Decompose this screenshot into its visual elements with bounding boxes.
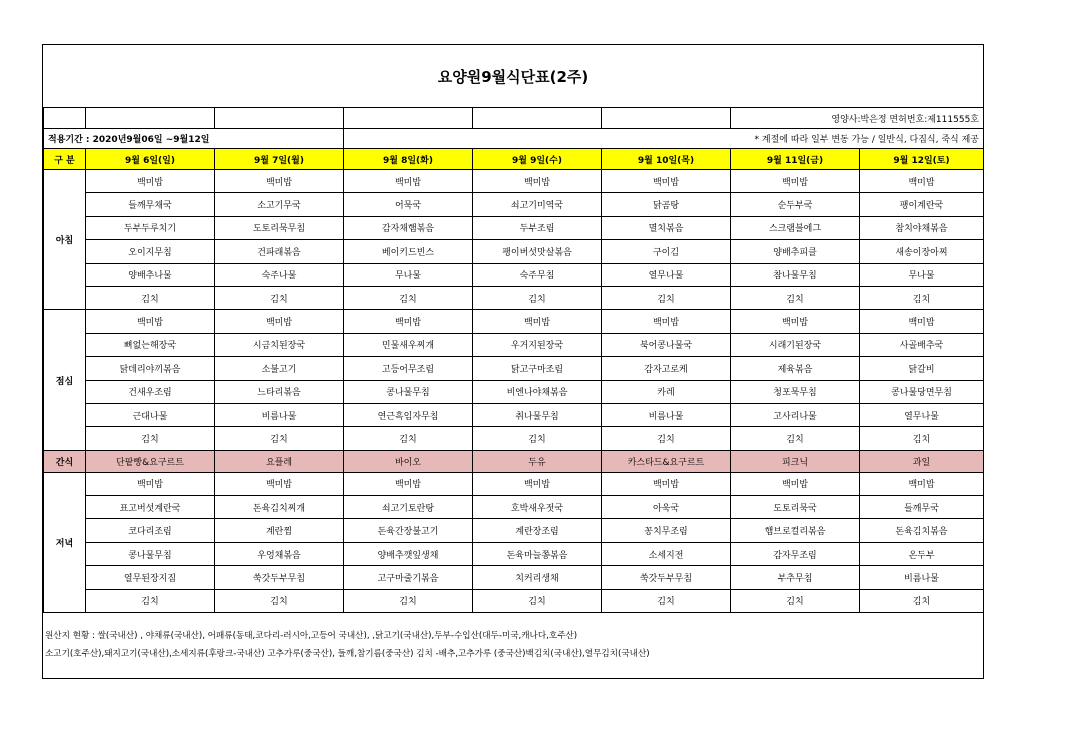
menu-item: 닭고구마조림 (473, 357, 602, 380)
snack-item: 바이오 (344, 450, 473, 472)
menu-item: 백미밥 (344, 170, 473, 193)
menu-item: 백미밥 (602, 170, 731, 193)
menu-item: 두부조림 (473, 216, 602, 239)
menu-item: 김치 (215, 286, 344, 309)
menu-item: 고등어무조림 (344, 357, 473, 380)
header-row (44, 149, 984, 170)
menu-item: 김치 (731, 427, 860, 450)
menu-item: 민물새우찌개 (344, 333, 473, 356)
menu-item: 고사리나물 (731, 403, 860, 426)
menu-item: 김치 (215, 427, 344, 450)
menu-item: 햄브로컬리볶음 (731, 519, 860, 542)
origin-info (43, 623, 983, 678)
menu-item: 근대나물 (86, 403, 215, 426)
menu-item: 들깨무채국 (86, 193, 215, 216)
menu-item: 열무된장지짐 (86, 566, 215, 589)
menu-item: 치커리생채 (473, 566, 602, 589)
menu-item: 연근흑임자무침 (344, 403, 473, 426)
lunch-row (44, 333, 984, 356)
menu-item: 북어콩나물국 (602, 333, 731, 356)
period-label: 적용기간 : 2020년9월06일 ~9월12일 (44, 129, 344, 149)
snack-item: 카스타드&요구르트 (602, 450, 731, 472)
menu-item: 백미밥 (473, 472, 602, 495)
menu-item: 참나물무침 (731, 263, 860, 286)
menu-item: 계란장조림 (473, 519, 602, 542)
menu-item: 백미밥 (344, 472, 473, 495)
menu-item: 건파래볶음 (215, 240, 344, 263)
menu-item: 감자무조림 (731, 542, 860, 565)
menu-item: 무나물 (860, 263, 984, 286)
lunch-row (44, 310, 984, 333)
menu-item: 우거지된장국 (473, 333, 602, 356)
menu-item: 표고버섯계란국 (86, 496, 215, 519)
menu-item: 참치야채볶음 (860, 216, 984, 239)
menu-item: 숙주나물 (215, 263, 344, 286)
menu-item: 김치 (731, 286, 860, 309)
breakfast-label: 아침 (44, 170, 86, 310)
header-label: 구 분 (44, 149, 86, 170)
dinner-row (44, 519, 984, 542)
menu-item: 김치 (215, 589, 344, 612)
menu-item: 베이키드빈스 (344, 240, 473, 263)
snack-item: 요플레 (215, 450, 344, 472)
menu-item: 백미밥 (344, 310, 473, 333)
menu-item: 백미밥 (86, 310, 215, 333)
menu-item: 쇠고기미역국 (473, 193, 602, 216)
menu-item: 김치 (86, 286, 215, 309)
day-header: 9월 7일(월) (215, 149, 344, 170)
snack-row (44, 450, 984, 472)
day-header: 9월 6일(일) (86, 149, 215, 170)
menu-item: 백미밥 (86, 472, 215, 495)
menu-item: 스크램블에그 (731, 216, 860, 239)
menu-item: 김치 (473, 589, 602, 612)
menu-item: 백미밥 (473, 170, 602, 193)
menu-item: 쑥갓두부무침 (602, 566, 731, 589)
menu-item: 김치 (473, 427, 602, 450)
menu-item: 닭데리야끼볶음 (86, 357, 215, 380)
menu-item: 계란찜 (215, 519, 344, 542)
menu-item: 쇠고기토란탕 (344, 496, 473, 519)
menu-item: 백미밥 (86, 170, 215, 193)
dinner-row (44, 496, 984, 519)
info-row (44, 129, 984, 149)
menu-item: 백미밥 (731, 310, 860, 333)
blank-row (44, 108, 984, 129)
menu-item: 양배추깻잎생채 (344, 542, 473, 565)
menu-item: 카레 (602, 380, 731, 403)
menu-item: 김치 (860, 286, 984, 309)
menu-item: 구이김 (602, 240, 731, 263)
lunch-row (44, 403, 984, 426)
menu-item: 오이지무침 (86, 240, 215, 263)
menu-item: 비름나물 (602, 403, 731, 426)
menu-item: 콩나물무침 (344, 380, 473, 403)
menu-item: 백미밥 (860, 472, 984, 495)
menu-item: 소불고기 (215, 357, 344, 380)
menu-item: 청포묵무침 (731, 380, 860, 403)
menu-item: 백미밥 (860, 170, 984, 193)
menu-item: 제육볶음 (731, 357, 860, 380)
menu-item: 백미밥 (602, 472, 731, 495)
snack-item: 피크닉 (731, 450, 860, 472)
menu-item: 숙주무침 (473, 263, 602, 286)
menu-item: 느타리볶음 (215, 380, 344, 403)
breakfast-row (44, 216, 984, 239)
menu-item: 백미밥 (860, 310, 984, 333)
menu-item: 비름나물 (860, 566, 984, 589)
menu-item: 백미밥 (473, 310, 602, 333)
dinner-row (44, 566, 984, 589)
menu-item: 돈육김치찌개 (215, 496, 344, 519)
menu-item: 도토리묵국 (731, 496, 860, 519)
menu-item: 김치 (602, 427, 731, 450)
menu-item: 백미밥 (215, 170, 344, 193)
menu-item: 어묵국 (344, 193, 473, 216)
dietitian-info: 영양사:박은정 면허번호:제111555호 (731, 108, 984, 129)
menu-item: 팽이계란국 (860, 193, 984, 216)
breakfast-row (44, 193, 984, 216)
menu-item: 김치 (86, 427, 215, 450)
origin-line-2: 소고기(호주산),돼지고기(국내산),소세지류(후랑크-국내산) 고추가루(중국산), 들깨,참기름(중국산) 김치 -배추,고추가루 (중국산)백김치(국내산),열무김치(국내산) (45, 649, 650, 659)
menu-item: 꽁치무조림 (602, 519, 731, 542)
snack-label: 간식 (44, 450, 86, 472)
menu-item: 새송이장아찌 (860, 240, 984, 263)
menu-item: 김치 (731, 589, 860, 612)
lunch-row (44, 427, 984, 450)
dinner-row (44, 542, 984, 565)
snack-item: 두유 (473, 450, 602, 472)
menu-item: 김치 (86, 589, 215, 612)
menu-item: 감자채햄볶음 (344, 216, 473, 239)
day-header: 9월 8일(화) (344, 149, 473, 170)
menu-item: 시래기된장국 (731, 333, 860, 356)
menu-item: 돈육김치볶음 (860, 519, 984, 542)
notice-label: * 계절에 따라 일부 변동 가능 / 일반식, 다짐식, 죽식 제공 (344, 129, 984, 149)
dinner-label: 저녁 (44, 472, 86, 612)
menu-table (43, 107, 984, 613)
menu-item: 도토리묵무침 (215, 216, 344, 239)
menu-item: 닭갈비 (860, 357, 984, 380)
breakfast-row (44, 286, 984, 309)
menu-item: 순두부국 (731, 193, 860, 216)
menu-item: 취나물무침 (473, 403, 602, 426)
menu-item: 콩나물당면무침 (860, 380, 984, 403)
menu-item: 팽이버섯맛살볶음 (473, 240, 602, 263)
menu-item: 김치 (602, 589, 731, 612)
lunch-row (44, 357, 984, 380)
menu-item: 비름나물 (215, 403, 344, 426)
menu-item: 두부두루치기 (86, 216, 215, 239)
menu-item: 멸치볶음 (602, 216, 731, 239)
menu-item: 백미밥 (602, 310, 731, 333)
menu-item: 백미밥 (215, 310, 344, 333)
menu-item: 뼈없는해장국 (86, 333, 215, 356)
menu-item: 김치 (860, 427, 984, 450)
menu-item: 열무나물 (860, 403, 984, 426)
dinner-row (44, 589, 984, 612)
day-header: 9월 10일(목) (602, 149, 731, 170)
day-header: 9월 9일(수) (473, 149, 602, 170)
menu-item: 소고기무국 (215, 193, 344, 216)
menu-item: 김치 (602, 286, 731, 309)
menu-item: 코다리조림 (86, 519, 215, 542)
menu-item: 백미밥 (731, 170, 860, 193)
snack-item: 과일 (860, 450, 984, 472)
menu-item: 부추무침 (731, 566, 860, 589)
menu-item: 열무나물 (602, 263, 731, 286)
menu-item: 김치 (860, 589, 984, 612)
menu-item: 시금치된장국 (215, 333, 344, 356)
menu-item: 우엉채볶음 (215, 542, 344, 565)
breakfast-row (44, 170, 984, 193)
snack-item: 단팥빵&요구르트 (86, 450, 215, 472)
menu-item: 양배추피클 (731, 240, 860, 263)
menu-item: 김치 (473, 286, 602, 309)
page-title: 요양원9월식단표(2주) (43, 45, 983, 108)
menu-item: 소세지전 (602, 542, 731, 565)
menu-item: 무나물 (344, 263, 473, 286)
menu-item: 백미밥 (731, 472, 860, 495)
menu-item: 아욱국 (602, 496, 731, 519)
menu-item: 건새우조림 (86, 380, 215, 403)
menu-item: 돈육간장불고기 (344, 519, 473, 542)
menu-item: 돈육마늘쫑볶음 (473, 542, 602, 565)
menu-item: 김치 (344, 286, 473, 309)
menu-item: 김치 (344, 589, 473, 612)
menu-item: 호박새우젓국 (473, 496, 602, 519)
menu-item: 들깨무국 (860, 496, 984, 519)
menu-item: 백미밥 (215, 472, 344, 495)
menu-item: 쑥갓두부무침 (215, 566, 344, 589)
dinner-row (44, 472, 984, 495)
menu-item: 비엔나야채볶음 (473, 380, 602, 403)
lunch-label: 점심 (44, 310, 86, 450)
menu-item: 감자고로케 (602, 357, 731, 380)
menu-item: 고구마줄기볶음 (344, 566, 473, 589)
day-header: 9월 12일(토) (860, 149, 984, 170)
breakfast-row (44, 263, 984, 286)
menu-item: 콩나물무침 (86, 542, 215, 565)
menu-item: 양배추나물 (86, 263, 215, 286)
menu-item: 닭곰탕 (602, 193, 731, 216)
lunch-row (44, 380, 984, 403)
menu-item: 사골배추국 (860, 333, 984, 356)
menu-sheet (42, 44, 984, 679)
menu-item: 김치 (344, 427, 473, 450)
menu-item: 온두부 (860, 542, 984, 565)
origin-line-1: 원산지 현황 : 쌀(국내산) , 야채류(국내산), 어패류(동태,코다리-러시아,고등어 국내산), ,닭고기(국내산),두부-수입산(대두-미국,캐나다,호주산) (45, 631, 578, 641)
day-header: 9월 11일(금) (731, 149, 860, 170)
breakfast-row (44, 240, 984, 263)
